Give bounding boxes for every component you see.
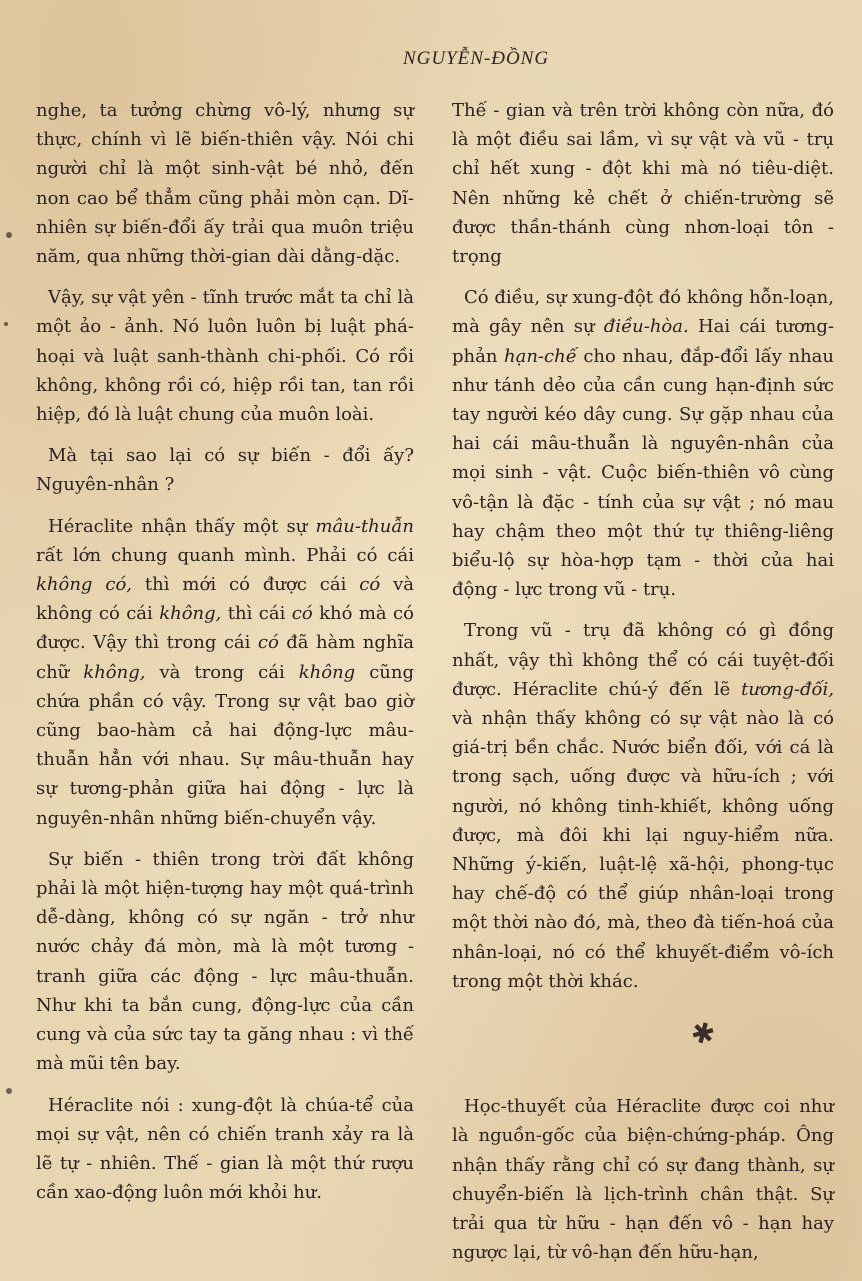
emphasis-text: mâu-thuẫn — [315, 515, 414, 537]
paragraph — [36, 283, 414, 429]
emphasis-text: có — [359, 574, 381, 596]
emphasis-text: không — [298, 661, 356, 683]
paragraph-text: đã hàm nghĩa chữ — [36, 632, 414, 683]
paragraph-text: Hai cái tương-phản — [452, 316, 835, 367]
paragraph-text: cho nhau, đắp-đổi lấy nhau như tánh dẻo của cần cung hạn-định sức tay người kéo dây cung. Sự gặp nhau của hai cái mâu-thuẫn là nguyên-nhân của mọi sinh - vật. Cuộc biến-thiên vô cùng vô-tận là đặc - tính của sự vật ; nó mau hay chậm theo một thứ tự thiêng-liêng biểu-lộ sự hòa-hợp tạm - thời của hai động - lực trong vũ - trụ. — [452, 345, 834, 601]
paragraph — [452, 616, 834, 996]
paragraph — [36, 845, 414, 1079]
paragraph-text: và trong cái — [145, 661, 299, 683]
emphasis-text: không, — [159, 603, 222, 625]
section-divider-ornament — [452, 1016, 834, 1052]
paragraph-text: Héraclite nói : xung-đột là chúa-tể của mọi sự vật, nên có chiến tranh xảy ra là lẽ tự - nhiên. Thế - gian là một thứ rượu cần xao-động luôn mới khỏi hư. — [36, 1094, 414, 1204]
paragraph-text: khó mà có được. Vậy thì trong cái — [36, 603, 414, 654]
paragraph-text: cũng chứa phần có vậy. Trong sự vật bao giờ cũng bao-hàm cả hai động-lực mâu-thuẫn hẳn với nhau. Sự mâu-thuẫn hay sự tương-phản giữa hai động - lực là nguyên-nhân những biến-chuyển vậy. — [36, 661, 414, 829]
paragraph — [452, 283, 834, 604]
paragraph-text: nghe, ta tưởng chừng vô-lý, nhưng sự thực, chính vì lẽ biến-thiên vậy. Nói chi người chỉ là một sinh-vật bé nhỏ, đến non cao bể thẳm cũng phải mòn cạn. Dĩ-nhiên sự biến-đổi ấy trải qua muôn triệu năm, qua những thời-gian dài dằng-dặc. — [36, 100, 414, 268]
paragraph-text: Sự biến - thiên trong trời đất không phải là một hiện-tượng hay một quá-trình dễ-dàng, không có sự ngăn - trở như nước chảy đá mòn, mà là một tương - tranh giữa các động - lực mâu-thuẫn. Như khi ta bắn cung, động-lực của cần cung và của sức tay ta găng nhau : vì thế mà mũi tên bay. — [36, 848, 414, 1075]
emphasis-text: không có, — [36, 574, 133, 596]
emphasis-text: hạn-chế — [504, 345, 577, 367]
emphasis-text: không, — [83, 661, 146, 683]
paragraph-text: Học-thuyết của Héraclite được coi như là nguồn-gốc của biện-chứng-pháp. Ông nhận thấy rằng chỉ có sự đang thành, sự chuyển-biến là lịch-trình chân thật. Sự trải qua từ hữu - hạn đến vô - hạn hay ngược lại, từ vô-hạn đến hữu-hạn, — [452, 1096, 834, 1264]
paragraph-text: Héraclite nhận thấy một sự — [48, 515, 316, 537]
emphasis-text: có — [257, 632, 279, 654]
paragraph-text: thì mới có được cái — [132, 574, 360, 596]
paragraph-text: Có điều, sự xung-đột đó không hỗn-loạn, mà gây nên sự — [452, 287, 834, 338]
paragraph-text: rất lớn chung quanh mình. Phải có cái — [36, 544, 414, 566]
paragraph — [452, 1092, 834, 1267]
paragraph-text: thì cái — [221, 603, 292, 625]
left-column — [36, 96, 414, 1219]
emphasis-text: điều-hòa. — [603, 316, 689, 338]
paragraph-text: Vậy, sự vật yên - tĩnh trước mắt ta chỉ là một ảo - ảnh. Nó luôn luôn bị luật phá-hoại và luật sanh-thành chi-phối. Có rồi không, không rồi có, hiệp rồi tan, tan rồi hiệp, đó là luật chung của muôn loài. — [36, 287, 414, 426]
running-head: NGUYỄN-ĐỒNG — [402, 48, 550, 69]
paragraph-text: và nhận thấy không có sự vật nào là có giá-trị bền chắc. Nước biển đối, với cá là trong sạch, uống được và hữu-ích ; với người, nó không tinh-khiết, không uống được, mà đôi khi lại nguy-hiểm nữa. Những ý-kiến, luật-lệ xã-hội, phong-tục hay chế-độ có thể giúp nhân-loại trong một thời nào đó, mà, theo đà tiến-hoá của nhân-loại, nó có thể khuyết-điểm vô-ích trong một thời khác. — [452, 708, 834, 992]
emphasis-text: có — [291, 603, 313, 625]
paragraph — [36, 1091, 414, 1208]
paragraph-text: Thế - gian và trên trời không còn nữa, đó là một điều sai lầm, vì sự vật và vũ - trụ chỉ hết xung - đột khi mà nó tiêu-diệt. Nên những kẻ chết ở chiến-trường sẽ được thần-thánh cùng nhơn-loại tôn - trọng — [452, 100, 834, 268]
paragraph-text: Trong vũ - trụ đã không có gì đồng nhất, vậy thì không thể có cái tuyệt-đối được. Héraclite chú-ý đến lẽ — [452, 620, 834, 700]
paragraph — [452, 96, 834, 271]
paragraph — [36, 441, 414, 499]
asterisk-ornament-icon: ✱ — [687, 1014, 719, 1053]
paragraph — [36, 512, 414, 833]
emphasis-text: tương-đối, — [741, 678, 834, 700]
margin-speck — [6, 232, 12, 238]
paragraph-text: và không có cái — [36, 574, 414, 625]
paragraph-text: Mà tại sao lại có sự biến - đổi ấy? Nguyên-nhân ? — [36, 445, 414, 496]
right-column — [452, 96, 834, 1279]
margin-speck — [4, 322, 8, 326]
paragraph — [36, 96, 414, 271]
margin-speck — [6, 1088, 12, 1094]
